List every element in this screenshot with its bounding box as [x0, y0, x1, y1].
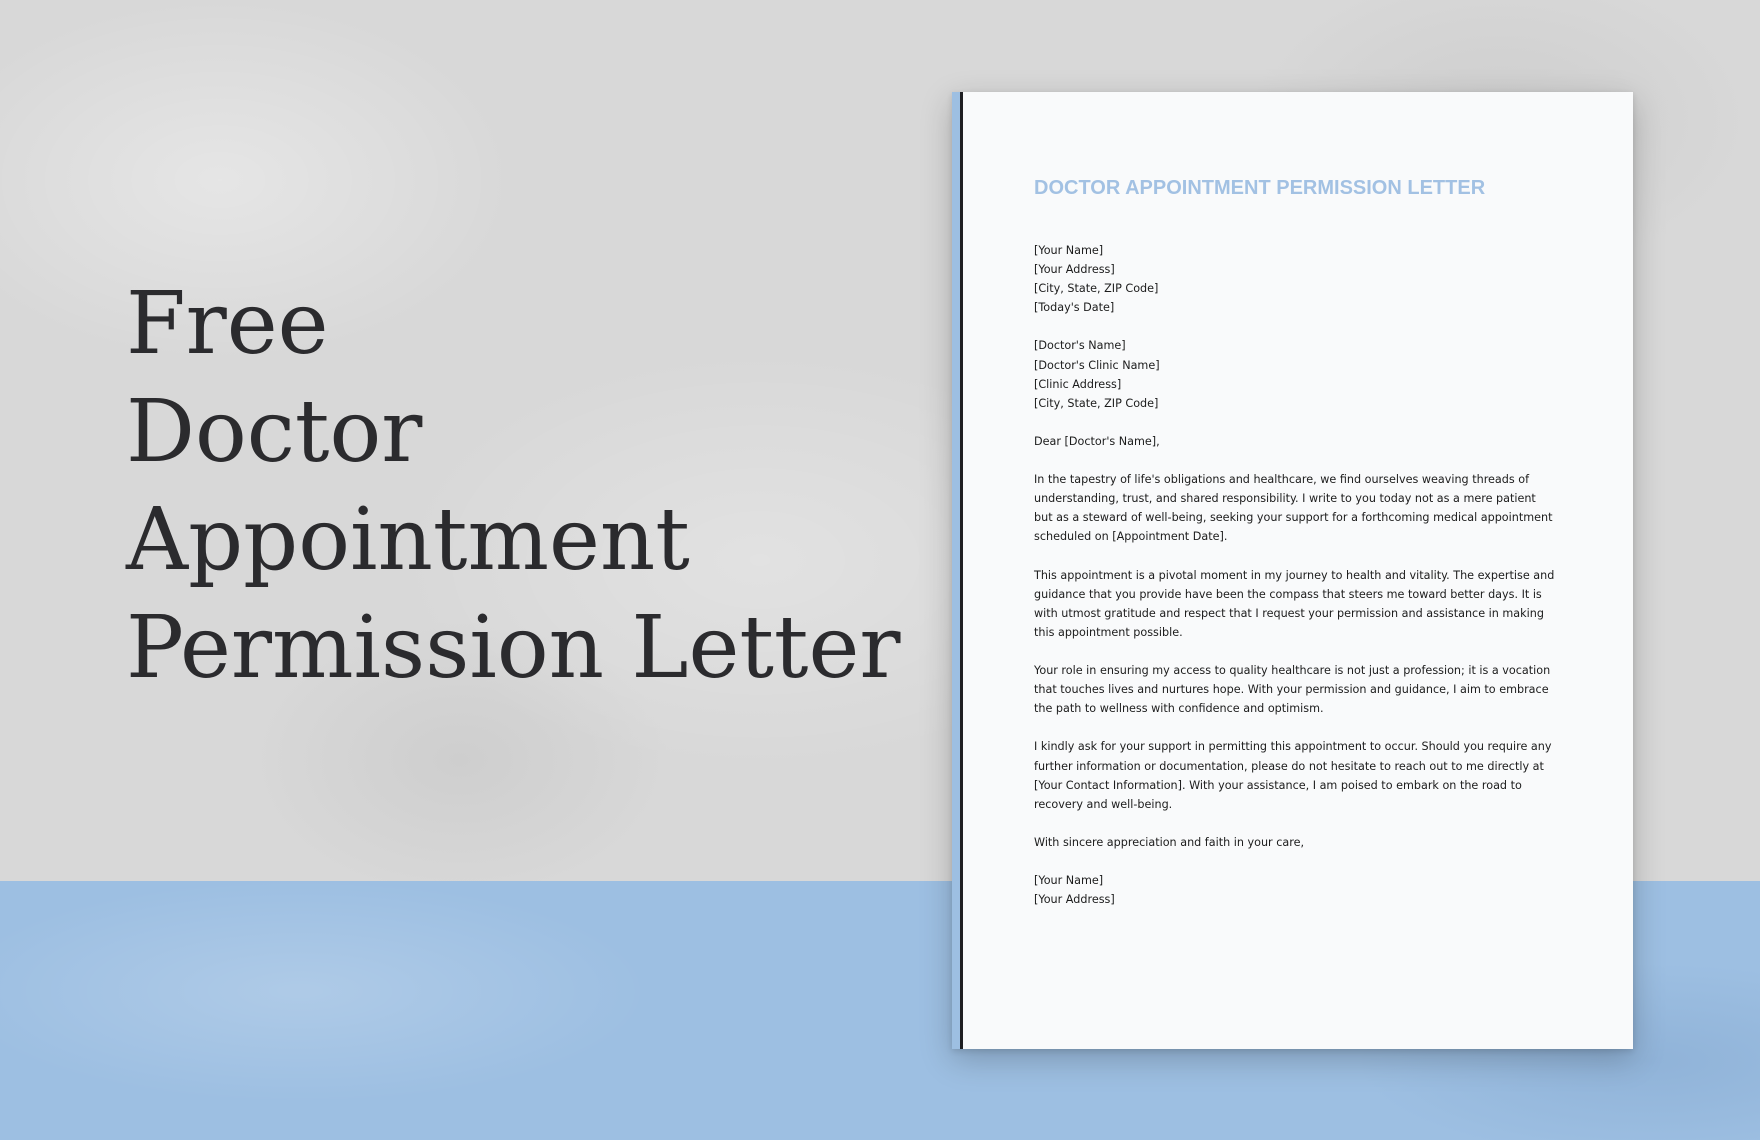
paragraph-line: with utmost gratitude and respect that I request your permission and assistance in making [1034, 606, 1544, 620]
paragraph-line: This appointment is a pivotal moment in my journey to health and vitality. The expertise and [1034, 568, 1555, 582]
body-paragraph-1 [1034, 470, 1554, 546]
paragraph-line: this appointment possible. [1034, 625, 1183, 639]
paragraph-line: that touches lives and nurtures hope. With your permission and guidance, I aim to embrace [1034, 683, 1549, 697]
body-paragraph-3 [1034, 661, 1554, 718]
hero-title-line: Appointment [126, 490, 690, 590]
sender-city-state-zip: [City, State, ZIP Code] [1034, 282, 1159, 296]
paragraph-line: guidance that you provide have been the compass that steers me toward better days. It is [1034, 587, 1542, 601]
doctor-name: [Doctor's Name] [1034, 339, 1126, 353]
hero-title-line: Doctor [126, 382, 423, 482]
body-paragraph-2 [1034, 566, 1554, 642]
signature-block [1034, 871, 1554, 909]
paragraph-line: In the tapestry of life's obligations and healthcare, we find ourselves weaving threads of [1034, 473, 1530, 487]
signature-name: [Your Name] [1034, 874, 1104, 888]
letter-title: DOCTOR APPOINTMENT PERMISSION LETTER [1034, 177, 1486, 199]
paragraph-line: further information or documentation, please do not hesitate to reach out to me directly at [1034, 759, 1544, 773]
paragraph-line: Your role in ensuring my access to quality healthcare is not just a profession; it is a vocation [1034, 664, 1551, 678]
hero-title [126, 270, 906, 702]
paragraph-line: but as a steward of well-being, seeking your support for a forthcoming medical appointment [1034, 511, 1553, 525]
closing-text: With sincere appreciation and faith in your care, [1034, 835, 1305, 849]
salutation-text: Dear [Doctor's Name], [1034, 434, 1160, 448]
sender-address-block [1034, 241, 1554, 317]
closing [1034, 833, 1554, 852]
clinic-city-state-zip: [City, State, ZIP Code] [1034, 396, 1159, 410]
paragraph-line: [Your Contact Information]. With your assistance, I am poised to embark on the road to [1034, 778, 1522, 792]
hero-title-line: Free [126, 274, 329, 374]
letter-content [1034, 176, 1554, 928]
paragraph-line: understanding, trust, and shared responsibility. I write to you today not as a mere patient [1034, 492, 1536, 506]
sender-name: [Your Name] [1034, 244, 1104, 257]
letter-preview-page [952, 92, 1633, 1049]
letter-edge-line [960, 92, 963, 1049]
paragraph-line: scheduled on [Appointment Date]. [1034, 530, 1228, 544]
hero-title-line: Permission Letter [126, 598, 901, 698]
letter-date: [Today's Date] [1034, 301, 1115, 315]
paragraph-line: recovery and well-being. [1034, 797, 1173, 811]
clinic-name: [Doctor's Clinic Name] [1034, 358, 1160, 372]
clinic-address: [Clinic Address] [1034, 377, 1122, 391]
body-paragraph-4 [1034, 737, 1554, 813]
paragraph-line: I kindly ask for your support in permitting this appointment to occur. Should you require any [1034, 740, 1552, 754]
signature-address: [Your Address] [1034, 893, 1115, 907]
recipient-address-block [1034, 336, 1554, 412]
sender-address: [Your Address] [1034, 263, 1115, 277]
salutation [1034, 432, 1554, 451]
paragraph-line: the path to wellness with confidence and optimism. [1034, 702, 1324, 716]
